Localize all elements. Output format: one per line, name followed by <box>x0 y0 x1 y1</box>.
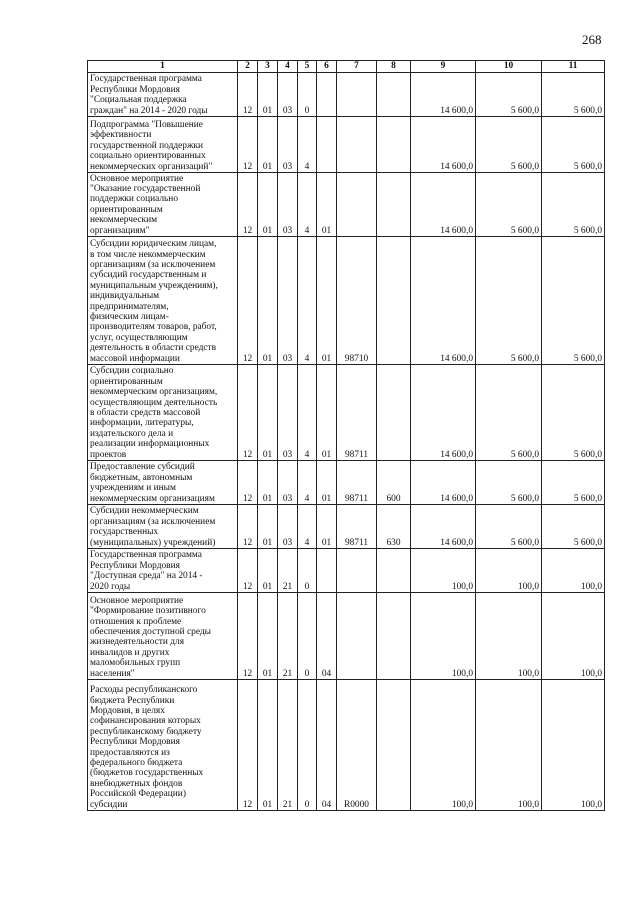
row-name-line: (бюджетов государственных <box>90 768 204 779</box>
row-name-line: в том числе некоммерческим <box>90 249 206 260</box>
cell-col-7 <box>337 593 377 680</box>
cell-col-11: 100,0 <box>542 680 605 811</box>
cell-col-7: 98711 <box>337 461 377 505</box>
row-name <box>88 505 238 549</box>
cell-col-4: 03 <box>278 117 298 173</box>
cell-col-9: 14 600,0 <box>411 237 476 365</box>
column-header-6: 6 <box>317 61 337 73</box>
cell-col-10: 5 600,0 <box>476 365 542 461</box>
row-name-line: организациям" <box>90 225 150 236</box>
column-header-9: 9 <box>411 61 476 73</box>
row-name-line: бюджета Республики <box>90 695 175 706</box>
cell-col-6: 01 <box>317 505 337 549</box>
cell-col-6: 01 <box>317 461 337 505</box>
cell-col-10: 100,0 <box>476 593 542 680</box>
cell-col-6: 01 <box>317 173 337 237</box>
row-name-line: предпринимателям, <box>90 301 169 312</box>
cell-col-8 <box>377 365 411 461</box>
row-name-line: "Оказание государственной <box>90 183 201 194</box>
cell-col-8: 630 <box>377 505 411 549</box>
table-row <box>88 505 605 549</box>
table-row <box>88 173 605 237</box>
row-name-line: "Социальная поддержка <box>90 95 187 106</box>
cell-col-8 <box>377 680 411 811</box>
row-name-line: массовой информации <box>90 353 180 364</box>
row-name-line: некоммерческим <box>90 215 158 226</box>
row-name-line: информации, литературы, <box>90 418 194 429</box>
cell-col-6: 04 <box>317 680 337 811</box>
row-name <box>88 680 238 811</box>
row-name-line: Республики Мордовия <box>90 84 180 95</box>
column-header-5: 5 <box>298 61 317 73</box>
cell-col-5: 0 <box>298 680 317 811</box>
cell-col-6 <box>317 117 337 173</box>
cell-col-3: 01 <box>258 117 278 173</box>
cell-col-11: 100,0 <box>542 593 605 680</box>
row-name-line: софинансирования которых <box>90 716 201 727</box>
cell-col-8 <box>377 237 411 365</box>
row-name-line: "Формирование позитивного <box>90 606 206 617</box>
row-name-line: маломобильных групп <box>90 658 181 669</box>
row-name-line: Предоставление субсидий <box>90 462 195 473</box>
row-name-line: деятельность в области средств <box>90 343 217 354</box>
cell-col-4: 21 <box>278 680 298 811</box>
cell-col-8: 600 <box>377 461 411 505</box>
cell-col-2: 12 <box>238 73 258 117</box>
cell-col-10: 5 600,0 <box>476 173 542 237</box>
row-name-line: 2020 годы <box>90 581 131 592</box>
table-row <box>88 549 605 593</box>
table-row <box>88 237 605 365</box>
cell-col-2: 12 <box>238 549 258 593</box>
column-header-2: 2 <box>238 61 258 73</box>
cell-col-9: 14 600,0 <box>411 73 476 117</box>
row-name-line: Субсидии юридическим лицам, <box>90 239 217 250</box>
cell-col-11: 5 600,0 <box>542 461 605 505</box>
table-row <box>88 461 605 505</box>
cell-col-8 <box>377 549 411 593</box>
cell-col-10: 5 600,0 <box>476 237 542 365</box>
row-name-line: жизнедеятельности для <box>90 637 185 648</box>
cell-col-10: 100,0 <box>476 549 542 593</box>
row-name-line: реализации информационных <box>90 439 210 450</box>
row-name-line: граждан" на 2014 - 2020 годы <box>90 105 208 116</box>
table-row <box>88 680 605 811</box>
column-header-4: 4 <box>278 61 298 73</box>
cell-col-7 <box>337 173 377 237</box>
row-name-line: предоставляются из <box>90 747 170 758</box>
page-number: 268 <box>582 32 602 47</box>
cell-col-10: 5 600,0 <box>476 117 542 173</box>
cell-col-7: 98711 <box>337 505 377 549</box>
cell-col-10: 100,0 <box>476 680 542 811</box>
cell-col-9: 100,0 <box>411 549 476 593</box>
cell-col-4: 03 <box>278 237 298 365</box>
row-name-line: Республики Мордовия <box>90 737 180 748</box>
cell-col-4: 21 <box>278 593 298 680</box>
cell-col-3: 01 <box>258 73 278 117</box>
cell-col-5: 4 <box>298 365 317 461</box>
cell-col-4: 03 <box>278 365 298 461</box>
cell-col-10: 5 600,0 <box>476 461 542 505</box>
cell-col-3: 01 <box>258 365 278 461</box>
cell-col-5: 0 <box>298 549 317 593</box>
cell-col-10: 5 600,0 <box>476 505 542 549</box>
cell-col-2: 12 <box>238 173 258 237</box>
cell-col-11: 100,0 <box>542 549 605 593</box>
cell-col-7 <box>337 549 377 593</box>
row-name-line: производителям товаров, работ, <box>90 322 217 333</box>
row-name-line: осуществляющим деятельность <box>90 397 218 408</box>
row-name-line: некоммерческим организациям, <box>90 387 218 398</box>
row-name-line: Субсидии социально <box>90 366 174 377</box>
cell-col-6 <box>317 73 337 117</box>
cell-col-5: 4 <box>298 237 317 365</box>
row-name-line: отношения к проблеме <box>90 616 182 627</box>
cell-col-5: 4 <box>298 461 317 505</box>
row-name-line: некоммерческих организаций" <box>90 161 213 172</box>
cell-col-2: 12 <box>238 593 258 680</box>
row-name-line: учреждениям и иным <box>90 483 176 494</box>
row-name-line: государственных <box>90 527 159 538</box>
cell-col-7: 98711 <box>337 365 377 461</box>
column-header-1: 1 <box>88 61 238 73</box>
cell-col-5: 0 <box>298 73 317 117</box>
cell-col-6: 01 <box>317 365 337 461</box>
row-name-line: Основное мероприятие <box>90 595 184 606</box>
table-row <box>88 73 605 117</box>
column-header-8: 8 <box>377 61 411 73</box>
row-name-line: бюджетным, автономным <box>90 472 193 483</box>
cell-col-9: 14 600,0 <box>411 365 476 461</box>
row-name <box>88 365 238 461</box>
row-name-line: государственной поддержки <box>90 140 204 151</box>
cell-col-2: 12 <box>238 505 258 549</box>
row-name-line: субсидии <box>90 799 128 810</box>
row-name-line: инвалидов и других <box>90 647 170 658</box>
row-name-line: населения" <box>90 668 135 679</box>
row-name-line: некоммерческим организациям <box>90 493 215 504</box>
row-name-line: издательского дела и <box>90 428 174 439</box>
cell-col-11: 5 600,0 <box>542 505 605 549</box>
cell-col-10: 5 600,0 <box>476 73 542 117</box>
cell-col-9: 14 600,0 <box>411 505 476 549</box>
column-header-10: 10 <box>476 61 542 73</box>
row-name-line: Российской Федерации) <box>90 789 186 800</box>
row-name-line: республиканскому бюджету <box>90 726 202 737</box>
cell-col-2: 12 <box>238 365 258 461</box>
row-name-line: Государственная программа <box>90 74 202 85</box>
row-name-line: субсидий государственным и <box>90 270 207 281</box>
cell-col-11: 5 600,0 <box>542 73 605 117</box>
cell-col-3: 01 <box>258 237 278 365</box>
row-name-line: (муниципальных) учреждений) <box>90 537 216 548</box>
cell-col-2: 12 <box>238 237 258 365</box>
row-name <box>88 237 238 365</box>
row-name-line: услуг, осуществляющим <box>90 332 188 343</box>
row-name-line: ориентированным <box>90 204 163 215</box>
row-name-line: поддержки социально <box>90 194 179 205</box>
cell-col-7: 98710 <box>337 237 377 365</box>
row-name-line: Субсидии некоммерческим <box>90 506 199 517</box>
row-name <box>88 461 238 505</box>
cell-col-5: 0 <box>298 593 317 680</box>
row-name-line: организациям (за исключением <box>90 259 216 270</box>
cell-col-6 <box>317 549 337 593</box>
row-name-line: "Доступная среда" на 2014 - <box>90 571 203 582</box>
cell-col-3: 01 <box>258 549 278 593</box>
row-name-line: внебюджетных фондов <box>90 778 183 789</box>
row-name <box>88 549 238 593</box>
row-name-line: обеспечения доступной среды <box>90 626 211 637</box>
row-name-line: Подпрограмма "Повышение <box>90 119 203 130</box>
row-name-line: Государственная программа <box>90 550 202 561</box>
cell-col-8 <box>377 173 411 237</box>
row-name-line: ориентированным <box>90 376 163 387</box>
cell-col-11: 5 600,0 <box>542 365 605 461</box>
row-name-line: проектов <box>90 449 127 460</box>
row-name-line: индивидуальным <box>90 291 160 302</box>
row-name <box>88 117 238 173</box>
cell-col-3: 01 <box>258 593 278 680</box>
cell-col-5: 4 <box>298 505 317 549</box>
cell-col-6: 04 <box>317 593 337 680</box>
cell-col-9: 14 600,0 <box>411 461 476 505</box>
row-name-line: физическим лицам- <box>90 311 169 322</box>
cell-col-7 <box>337 73 377 117</box>
cell-col-9: 14 600,0 <box>411 173 476 237</box>
row-name-line: Расходы республиканского <box>90 685 198 696</box>
row-name-line: Республики Мордовия <box>90 560 180 571</box>
column-header-3: 3 <box>258 61 278 73</box>
column-header-7: 7 <box>337 61 377 73</box>
row-name-line: эффективности <box>90 130 152 141</box>
row-name <box>88 73 238 117</box>
cell-col-9: 100,0 <box>411 680 476 811</box>
cell-col-2: 12 <box>238 117 258 173</box>
cell-col-5: 4 <box>298 117 317 173</box>
cell-col-3: 01 <box>258 505 278 549</box>
cell-col-11: 5 600,0 <box>542 173 605 237</box>
cell-col-7: R0000 <box>337 680 377 811</box>
row-name-line: Мордовия, в целях <box>90 705 165 716</box>
budget-table <box>87 60 605 811</box>
column-header-11: 11 <box>542 61 605 73</box>
header-row <box>88 61 605 73</box>
cell-col-4: 03 <box>278 173 298 237</box>
table-row <box>88 365 605 461</box>
cell-col-3: 01 <box>258 173 278 237</box>
cell-col-6: 01 <box>317 237 337 365</box>
cell-col-8 <box>377 73 411 117</box>
cell-col-11: 5 600,0 <box>542 117 605 173</box>
cell-col-9: 100,0 <box>411 593 476 680</box>
row-name-line: организациям (за исключением <box>90 516 216 527</box>
cell-col-4: 03 <box>278 73 298 117</box>
table-body <box>88 73 605 811</box>
row-name-line: федерального бюджета <box>90 757 183 768</box>
table-row <box>88 117 605 173</box>
cell-col-7 <box>337 117 377 173</box>
row-name <box>88 173 238 237</box>
row-name-line: муниципальным учреждениям), <box>90 280 218 291</box>
table-row <box>88 593 605 680</box>
cell-col-4: 03 <box>278 461 298 505</box>
row-name-line: в области средств массовой <box>90 407 201 418</box>
cell-col-3: 01 <box>258 680 278 811</box>
cell-col-2: 12 <box>238 461 258 505</box>
cell-col-2: 12 <box>238 680 258 811</box>
cell-col-4: 21 <box>278 549 298 593</box>
cell-col-8 <box>377 117 411 173</box>
cell-col-5: 4 <box>298 173 317 237</box>
row-name-line: Основное мероприятие <box>90 173 184 184</box>
cell-col-9: 14 600,0 <box>411 117 476 173</box>
cell-col-4: 03 <box>278 505 298 549</box>
cell-col-8 <box>377 593 411 680</box>
row-name <box>88 593 238 680</box>
cell-col-3: 01 <box>258 461 278 505</box>
row-name-line: социально ориентированных <box>90 151 206 162</box>
cell-col-11: 5 600,0 <box>542 237 605 365</box>
